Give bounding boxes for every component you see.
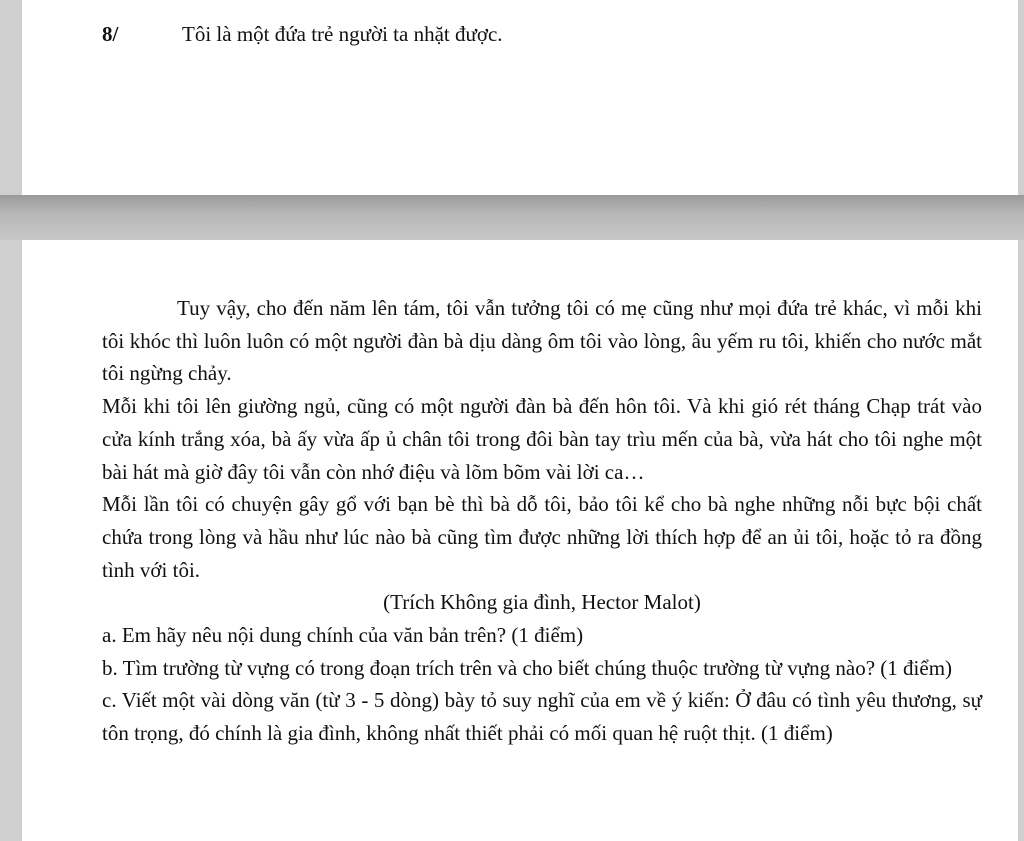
- passage-citation: (Trích Không gia đình, Hector Malot): [383, 590, 701, 615]
- passage-paragraph-2: Mỗi khi tôi lên giường ngủ, cũng có một người đàn bà đến hôn tôi. Và khi gió rét tháng Chạp trát vào cửa kính trắng xóa, bà ấy vừa ấp ủ chân tôi trong đôi bàn tay trìu mến của bà, vừa hát cho tôi nghe một bài hát mà giờ đây tôi vẫn còn nhớ điệu và lõm bõm vài lời ca…: [102, 394, 982, 484]
- document-page-bottom: [22, 240, 1018, 841]
- question-b: b. Tìm trường từ vựng có trong đoạn trích trên và cho biết chúng thuộc trường từ vựng nào? (1 điểm): [102, 655, 953, 680]
- document-page-top: [22, 0, 1018, 195]
- page-gap-shadow: [0, 195, 1024, 240]
- passage-paragraph-3: Mỗi lần tôi có chuyện gây gổ với bạn bè thì bà dỗ tôi, bảo tôi kể cho bà nghe những nỗi bực bội chất chứa trong lòng và hầu như lúc nào bà cũng tìm được những lời thích hợp để an ủi tôi, hoặc tỏ ra đồng tình với tôi.: [102, 492, 982, 582]
- passage-paragraph-1: Tuy vậy, cho đến năm lên tám, tôi vẫn tưởng tôi có mẹ cũng như mọi đứa trẻ khác, vì mỗi khi tôi khóc thì luôn luôn có một người đàn bà dịu dàng ôm tôi vào lòng, âu yếm ru tôi, khiến cho nước mắt tôi ngừng chảy.: [102, 296, 982, 386]
- question-a: a. Em hãy nêu nội dung chính của văn bản trên? (1 điểm): [102, 623, 584, 648]
- question-header: [102, 20, 503, 48]
- question-c: c. Viết một vài dòng văn (từ 3 - 5 dòng) bày tỏ suy nghĩ của em về ý kiến: Ở đâu có tình yêu thương, sự tôn trọng, đó chính là gia đình, không nhất thiết phải có mối quan hệ ruột thịt. (1 điểm): [102, 688, 982, 746]
- passage-content: [102, 292, 982, 750]
- question-number: 8/: [102, 22, 119, 46]
- question-text: Tôi là một đứa trẻ người ta nhặt được.: [182, 22, 503, 46]
